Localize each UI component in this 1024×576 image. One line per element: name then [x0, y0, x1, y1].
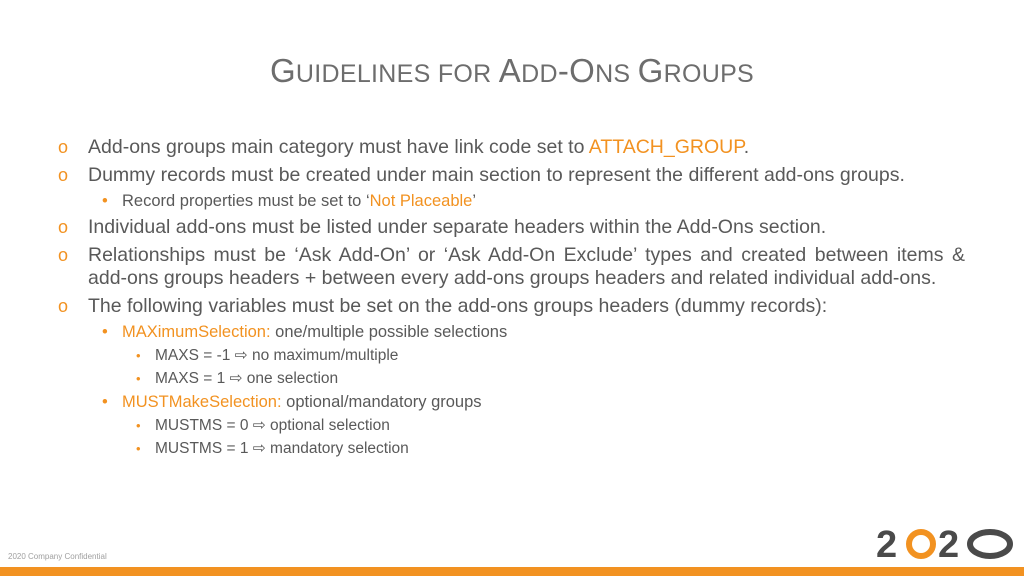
sub-bullet-text-end: ’ [472, 192, 477, 210]
sub-bullet-text: optional/mandatory groups [281, 393, 482, 411]
sub-sub-bullet-mustms-zero [58, 415, 965, 437]
sub-bullet-text: Record properties must be set to ‘ [122, 192, 370, 210]
title-part: A [498, 52, 522, 89]
bullet-dummy-records [58, 164, 965, 187]
bullet-variables [58, 295, 965, 318]
bullet-text: The following variables must be set on the add-ons groups headers (dummy records): [88, 295, 828, 317]
title-part: -O [557, 52, 596, 89]
dot-bullet-icon: • [136, 371, 141, 386]
sub-sub-bullet-text: MUSTMS = 1 ⇨ mandatory selection [155, 440, 409, 457]
dot-bullet-icon: • [102, 393, 108, 411]
circle-bullet-icon: o [58, 296, 69, 316]
bullet-link-code [58, 136, 965, 159]
title-part: ROUPS [663, 60, 755, 88]
confidential-footer: 2020 Company Confidential [8, 552, 107, 561]
dot-bullet-icon: • [136, 418, 141, 433]
must-selection-highlight: MUSTMakeSelection: [122, 393, 282, 411]
bullet-relationships [58, 244, 965, 290]
sub-sub-bullet-text: MAXS = 1 ⇨ one selection [155, 370, 339, 387]
dot-bullet-icon: • [102, 323, 108, 341]
bullet-text: Relationships must be ‘Ask Add-On’ or ‘Ask Add-On Exclude’ types and created between items & add-ons groups headers + between every add-ons groups headers and related individual add-ons. [88, 244, 965, 289]
slide-title [0, 52, 1024, 90]
circle-bullet-icon: o [58, 165, 69, 185]
sub-sub-bullet-text: MAXS = -1 ⇨ no maximum/multiple [155, 347, 399, 364]
sub-sub-bullet-maxs-minus-one [58, 345, 965, 367]
sub-bullet-must-selection [58, 391, 965, 413]
title-part: UIDELINES FOR [295, 60, 499, 88]
sub-sub-bullet-text: MUSTMS = 0 ⇨ optional selection [155, 417, 390, 434]
dot-bullet-icon: • [136, 348, 141, 363]
circle-bullet-icon: o [58, 137, 69, 157]
title-part: DD [521, 60, 558, 88]
circle-bullet-icon: o [58, 245, 69, 265]
bullet-text-end: . [743, 136, 750, 158]
title-part: G [637, 52, 664, 89]
sub-sub-bullet-mustms-one [58, 438, 965, 460]
company-logo [876, 526, 1016, 562]
title-part: NS [595, 60, 638, 88]
bullet-text: Add-ons groups main category must have link code set to [88, 136, 589, 158]
circle-bullet-icon: o [58, 217, 69, 237]
sub-sub-bullet-maxs-one [58, 368, 965, 390]
sub-bullet-text: one/multiple possible selections [270, 323, 508, 341]
bottom-accent-bar [0, 567, 1024, 576]
logo-char: 2 [876, 526, 898, 562]
dot-bullet-icon: • [102, 192, 108, 210]
logo-grey-o-icon [970, 532, 1010, 556]
max-selection-highlight: MAXimumSelection: [122, 323, 271, 341]
logo-orange-o-icon [909, 532, 933, 556]
dot-bullet-icon: • [136, 441, 141, 456]
bullet-text: Dummy records must be created under main section to represent the different add-ons groups. [88, 164, 905, 186]
bullet-individual-addons [58, 216, 965, 239]
title-part: G [269, 52, 296, 89]
logo-char: 2 [938, 526, 960, 562]
not-placeable-highlight: Not Placeable [369, 192, 473, 210]
bullet-text: Individual add-ons must be listed under separate headers within the Add-Ons section. [88, 216, 827, 238]
bullet-list [58, 136, 965, 461]
sub-bullet-max-selection [58, 321, 965, 343]
attach-group-highlight: ATTACH_GROUP [588, 136, 744, 158]
sub-bullet-record-properties [58, 190, 965, 212]
